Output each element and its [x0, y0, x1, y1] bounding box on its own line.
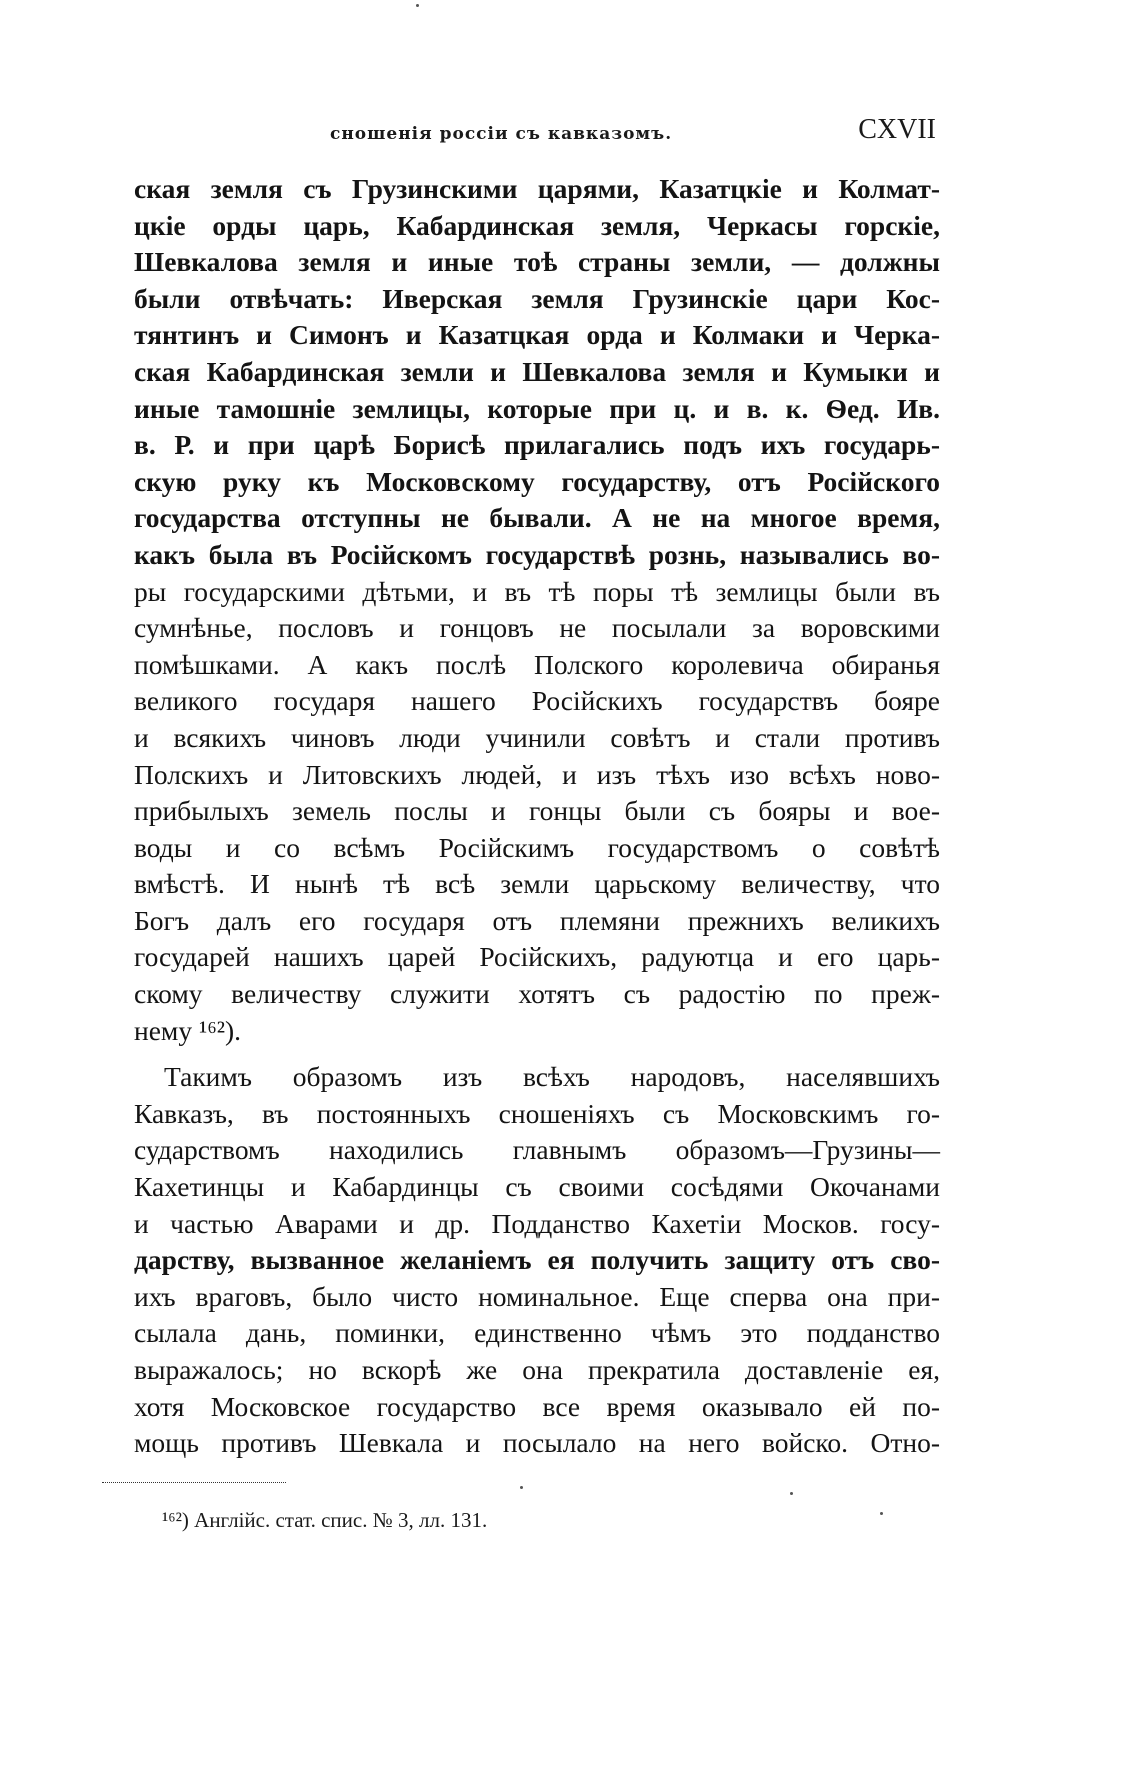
footnote-rule	[102, 1482, 286, 1483]
footnote: ¹⁶²) Англійс. стат. спис. № 3, лл. 131.	[162, 1508, 488, 1532]
text-line: мощь противъ Шевкала и посылало на него войско. Отно-	[134, 1427, 940, 1459]
text-line: скому величеству служити хотятъ съ радостію по преж-	[134, 978, 940, 1010]
text-line: сударствомъ находились главнымъ образомъ—Грузины—	[134, 1134, 940, 1166]
running-head: сношенія россіи съ кавказомъ.	[330, 124, 673, 144]
text-line: и всякихъ чиновъ люди учинили совѣтъ и стали противъ	[134, 721, 940, 753]
text-line: иные тамошніе землицы, которые при ц. и в. к. Ѳед. Ив.	[134, 392, 940, 424]
paragraph-2	[134, 1059, 940, 1462]
text-line: ская земля съ Грузинскими царями, Казатцкіе и Колмат-	[134, 173, 940, 204]
text-line: нему ¹⁶²).	[134, 1014, 242, 1046]
text-line: ихъ враговъ, было чисто номинальное. Еще сперва она при-	[134, 1280, 940, 1312]
text-line: были отвѣчать: Иверская земля Грузинскіе цари Кос-	[134, 282, 940, 314]
text-line: ры государскими дѣтьми, и въ тѣ поры тѣ землицы были въ	[134, 575, 940, 607]
text-line: Шевкалова земля и иные тоѣ страны земли, — должны	[134, 246, 940, 278]
scan-speck	[880, 1512, 883, 1515]
text-line: вмѣстѣ. И нынѣ тѣ всѣ земли царьскому величеству, что	[134, 868, 940, 900]
text-line: ская Кабардинская земли и Шевкалова земля и Кумыки и	[134, 355, 940, 387]
body-text	[134, 171, 940, 1462]
page-number: CXVII	[858, 114, 936, 145]
text-line: Полскихъ и Литовскихъ людей, и изъ тѣхъ изо всѣхъ ново-	[134, 758, 940, 790]
text-line: помѣшками. А какъ послѣ Полского королевича обиранья	[134, 648, 940, 680]
page-header	[140, 114, 940, 158]
text-line: в. Р. и при царѣ Борисѣ прилагались подъ ихъ государь-	[134, 429, 940, 461]
scan-speck	[790, 1492, 793, 1495]
text-line: цкіе орды царь, Кабардинская земля, Черкасы горскіе,	[134, 209, 940, 241]
text-line: тянтинъ и Симонъ и Казатцкая орда и Колмаки и Черка-	[134, 319, 940, 351]
text-line: государей нашихъ царей Російскихъ, радуютца и его царь-	[134, 941, 940, 973]
text-line: скую руку къ Московскому государству, отъ Російского	[134, 465, 940, 497]
text-line: какъ была въ Російскомъ государствѣ рознь, назывались во-	[134, 538, 940, 570]
text-line: и частью Аварами и др. Подданство Кахетіи Москов. госу-	[134, 1207, 940, 1239]
text-line: воды и со всѣмъ Російскимъ государствомъ о совѣтѣ	[134, 831, 940, 863]
text-line: Такимъ образомъ изъ всѣхъ народовъ, населявшихъ	[164, 1061, 940, 1093]
text-line: прибылыхъ земель послы и гонцы были съ бояры и вое-	[134, 795, 940, 827]
text-line: выражалось; но вскорѣ же она прекратила доставленіе ея,	[134, 1354, 940, 1385]
scan-speck	[520, 1486, 523, 1489]
scan-speck	[416, 4, 419, 7]
text-line: великого государя нашего Російскихъ государствъ бояре	[134, 685, 940, 717]
text-line: дарству, вызванное желаніемъ ея получить защиту отъ сво-	[134, 1244, 940, 1276]
text-line: Богъ далъ его государя отъ племяни прежнихъ великихъ	[134, 904, 940, 936]
text-line: сылала дань, поминки, единственно чѣмъ это подданство	[134, 1317, 940, 1349]
paragraph-1	[134, 171, 940, 1049]
text-line: Кавказъ, въ постоянныхъ сношеніяхъ съ Московскимъ го-	[134, 1097, 940, 1129]
text-line: государства отступны не бывали. А не на многое время,	[134, 502, 940, 534]
text-line: Кахетинцы и Кабардинцы съ своими сосѣдями Окочанами	[134, 1171, 940, 1203]
text-line: сумнѣнье, пословъ и гонцовъ не посылали за воровскими	[134, 612, 940, 644]
text-line: хотя Московское государство все время оказывало ей по-	[134, 1390, 940, 1422]
